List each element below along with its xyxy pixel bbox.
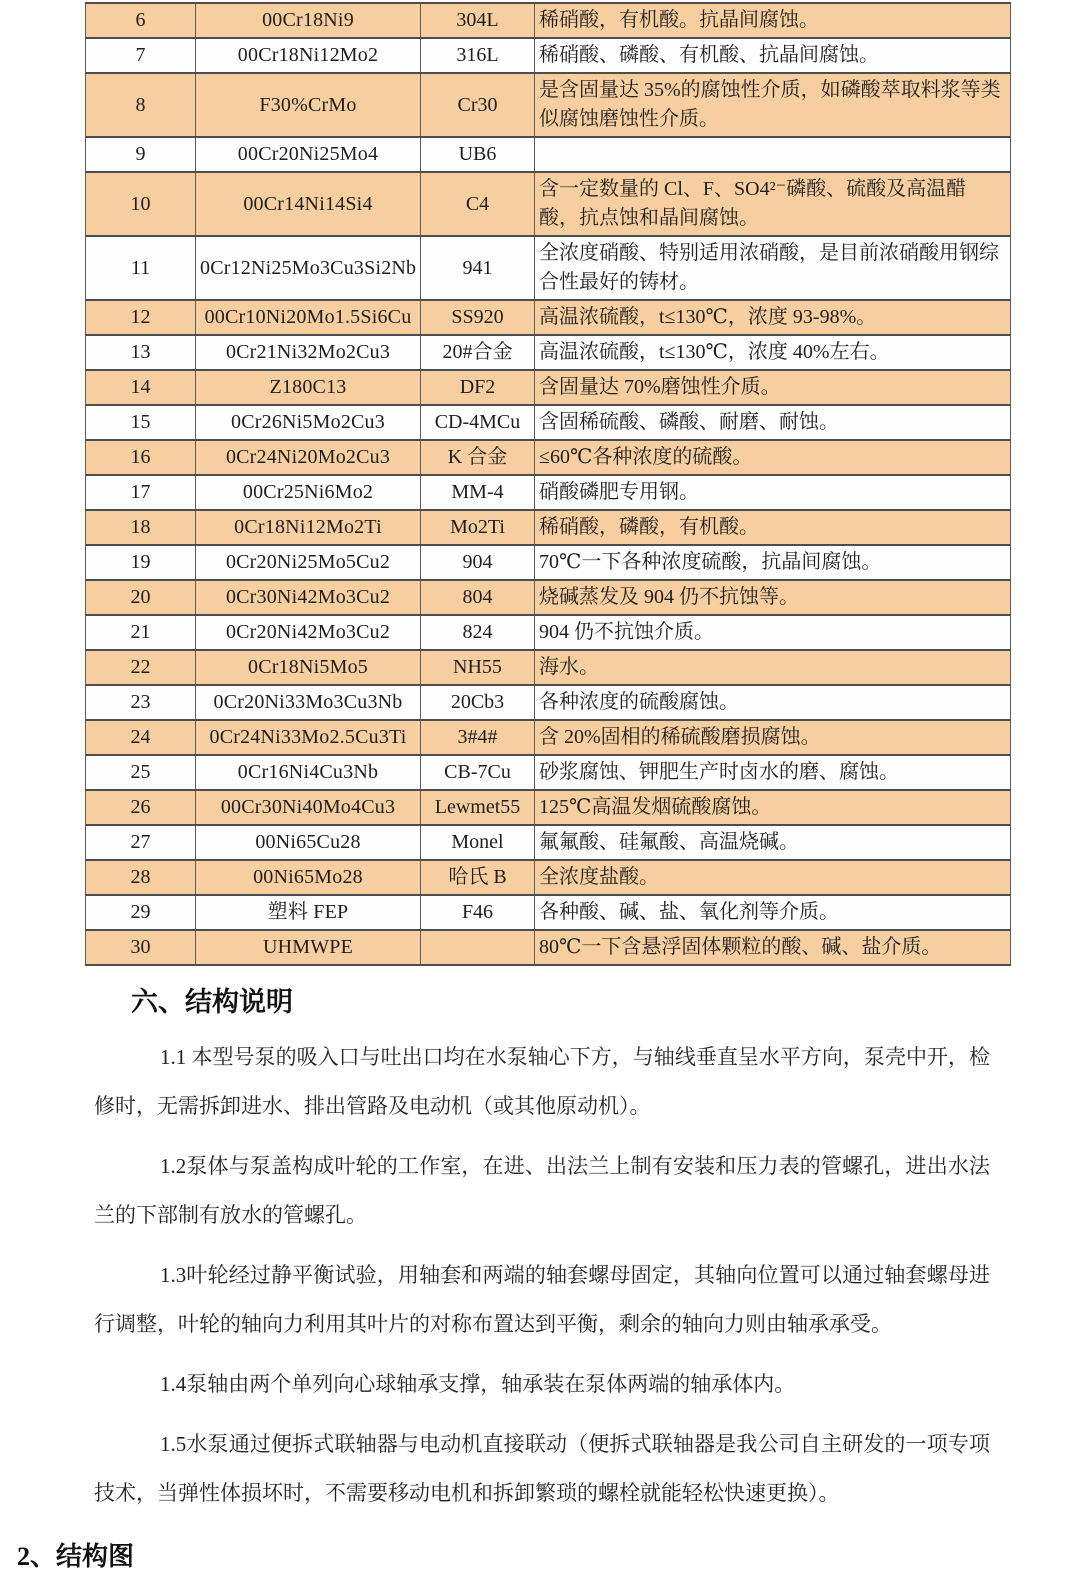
description-cell: 是含固量达 35%的腐蚀性介质，如磷酸萃取料浆等类似腐蚀磨蚀性介质。	[535, 73, 1011, 137]
description-cell: 硝酸磷肥专用钢。	[535, 475, 1011, 510]
table-row	[86, 790, 1011, 825]
grade-code-cell: 3#4#	[421, 720, 535, 755]
row-number-cell: 8	[86, 73, 196, 137]
structure-paragraph-2: 1.2泵体与泵盖构成叶轮的工作室，在进、出法兰上制有安装和压力表的管螺孔，进出水法兰的下部制有放水的管螺孔。	[94, 1154, 990, 1227]
row-number-cell: 18	[86, 510, 196, 545]
grade-code-cell: CB-7Cu	[421, 755, 535, 790]
material-code-cell: 塑料 FEP	[196, 895, 421, 930]
material-code-cell: 0Cr30Ni42Mo3Cu2	[196, 580, 421, 615]
table-row	[86, 650, 1011, 685]
material-code-cell: 00Cr20Ni25Mo4	[196, 137, 421, 172]
description-cell: 稀硝酸，有机酸。抗晶间腐蚀。	[535, 3, 1011, 38]
row-number-cell: 13	[86, 335, 196, 370]
description-cell: 各种酸、碱、盐、氧化剂等介质。	[535, 895, 1011, 930]
structure-paragraph-3: 1.3叶轮经过静平衡试验，用轴套和两端的轴套螺母固定，其轴向位置可以通过轴套螺母进行调整，叶轮的轴向力利用其叶片的对称布置达到平衡，剩余的轴向力则由轴承承受。	[94, 1263, 990, 1336]
material-code-cell: 00Cr18Ni12Mo2	[196, 38, 421, 73]
grade-code-cell: 804	[421, 580, 535, 615]
row-number-cell: 7	[86, 38, 196, 73]
material-code-cell: UHMWPE	[196, 930, 421, 965]
table-row	[86, 720, 1011, 755]
description-cell: 烧碱蒸发及 904 仍不抗蚀等。	[535, 580, 1011, 615]
row-number-cell: 20	[86, 580, 196, 615]
grade-code-cell: Cr30	[421, 73, 535, 137]
row-number-cell: 6	[86, 3, 196, 38]
structure-paragraph-5: 1.5水泵通过便拆式联轴器与电动机直接联动（便拆式联轴器是我公司自主研发的一项专项技术，当弹性体损坏时，不需要移动电机和拆卸繁琐的螺栓就能轻松快速更换）。	[94, 1432, 990, 1505]
material-code-cell: 00Cr25Ni6Mo2	[196, 475, 421, 510]
row-number-cell: 29	[86, 895, 196, 930]
structure-section	[94, 980, 990, 1518]
description-cell: 全浓度盐酸。	[535, 860, 1011, 895]
description-cell: 80℃一下含悬浮固体颗粒的酸、碱、盐介质。	[535, 930, 1011, 965]
description-cell: 高温浓硫酸，t≤130℃，浓度 93-98%。	[535, 300, 1011, 335]
materials-table-body	[86, 3, 1011, 965]
material-code-cell: 0Cr24Ni33Mo2.5Cu3Ti	[196, 720, 421, 755]
row-number-cell: 21	[86, 615, 196, 650]
row-number-cell: 23	[86, 685, 196, 720]
table-row	[86, 545, 1011, 580]
description-cell: 全浓度硝酸、特别适用浓硝酸，是目前浓硝酸用钢综合性最好的铸材。	[535, 236, 1011, 300]
table-row	[86, 895, 1011, 930]
material-code-cell: 00Ni65Mo28	[196, 860, 421, 895]
grade-code-cell: 20Cb3	[421, 685, 535, 720]
description-cell: 含 20%固相的稀硫酸磨损腐蚀。	[535, 720, 1011, 755]
grade-code-cell: 304L	[421, 3, 535, 38]
grade-code-cell: MM-4	[421, 475, 535, 510]
row-number-cell: 9	[86, 137, 196, 172]
table-row	[86, 440, 1011, 475]
material-code-cell: Z180C13	[196, 370, 421, 405]
row-number-cell: 25	[86, 755, 196, 790]
grade-code-cell: K 合金	[421, 440, 535, 475]
grade-code-cell: 904	[421, 545, 535, 580]
row-number-cell: 30	[86, 930, 196, 965]
row-number-cell: 12	[86, 300, 196, 335]
description-cell: 904 仍不抗蚀介质。	[535, 615, 1011, 650]
description-cell	[535, 137, 1011, 172]
row-number-cell: 26	[86, 790, 196, 825]
table-row	[86, 475, 1011, 510]
row-number-cell: 28	[86, 860, 196, 895]
grade-code-cell: Mo2Ti	[421, 510, 535, 545]
material-code-cell: 0Cr24Ni20Mo2Cu3	[196, 440, 421, 475]
description-cell: 含一定数量的 Cl、F、SO4²⁻磷酸、硫酸及高温醋酸，抗点蚀和晶间腐蚀。	[535, 172, 1011, 236]
row-number-cell: 11	[86, 236, 196, 300]
table-row	[86, 172, 1011, 236]
material-code-cell: 00Cr10Ni20Mo1.5Si6Cu	[196, 300, 421, 335]
grade-code-cell: CD-4MCu	[421, 405, 535, 440]
table-row	[86, 580, 1011, 615]
material-code-cell: 0Cr16Ni4Cu3Nb	[196, 755, 421, 790]
structure-paragraph-4: 1.4泵轴由两个单列向心球轴承支撑，轴承装在泵体两端的轴承体内。	[160, 1372, 796, 1396]
description-cell: 含固量达 70%磨蚀性介质。	[535, 370, 1011, 405]
grade-code-cell: 941	[421, 236, 535, 300]
grade-code-cell: Lewmet55	[421, 790, 535, 825]
row-number-cell: 17	[86, 475, 196, 510]
description-cell: 砂浆腐蚀、钾肥生产时卤水的磨、腐蚀。	[535, 755, 1011, 790]
figure-section-heading: 2、结构图	[17, 1542, 135, 1571]
material-code-cell: 0Cr18Ni12Mo2Ti	[196, 510, 421, 545]
description-cell: 高温浓硫酸，t≤130℃，浓度 40%左右。	[535, 335, 1011, 370]
grade-code-cell: C4	[421, 172, 535, 236]
material-code-cell: F30%CrMo	[196, 73, 421, 137]
row-number-cell: 22	[86, 650, 196, 685]
material-code-cell: 0Cr18Ni5Mo5	[196, 650, 421, 685]
grade-code-cell: 824	[421, 615, 535, 650]
table-row	[86, 825, 1011, 860]
description-cell: ≤60℃各种浓度的硫酸。	[535, 440, 1011, 475]
grade-code-cell: 316L	[421, 38, 535, 73]
table-row	[86, 3, 1011, 38]
material-code-cell: 00Cr18Ni9	[196, 3, 421, 38]
table-row	[86, 930, 1011, 965]
structure-section-heading: 六、结构说明	[131, 987, 293, 1017]
description-cell: 稀硝酸、磷酸、有机酸、抗晶间腐蚀。	[535, 38, 1011, 73]
grade-code-cell: 20#合金	[421, 335, 535, 370]
material-code-cell: 0Cr26Ni5Mo2Cu3	[196, 405, 421, 440]
table-row	[86, 370, 1011, 405]
description-cell: 含固稀硫酸、磷酸、耐磨、耐蚀。	[535, 405, 1011, 440]
grade-code-cell: 哈氏 B	[421, 860, 535, 895]
description-cell: 125℃高温发烟硫酸腐蚀。	[535, 790, 1011, 825]
table-row	[86, 73, 1011, 137]
row-number-cell: 27	[86, 825, 196, 860]
grade-code-cell: DF2	[421, 370, 535, 405]
row-number-cell: 14	[86, 370, 196, 405]
table-row	[86, 615, 1011, 650]
material-code-cell: 0Cr20Ni42Mo3Cu2	[196, 615, 421, 650]
structure-paragraph-1: 1.1 本型号泵的吸入口与吐出口均在水泵轴心下方，与轴线垂直呈水平方向，泵壳中开，检修时，无需拆卸进水、排出管路及电动机（或其他原动机）。	[94, 1045, 990, 1118]
grade-code-cell	[421, 930, 535, 965]
table-row	[86, 236, 1011, 300]
description-cell: 各种浓度的硫酸腐蚀。	[535, 685, 1011, 720]
material-code-cell: 0Cr20Ni33Mo3Cu3Nb	[196, 685, 421, 720]
row-number-cell: 24	[86, 720, 196, 755]
grade-code-cell: SS920	[421, 300, 535, 335]
grade-code-cell: Monel	[421, 825, 535, 860]
material-code-cell: 0Cr12Ni25Mo3Cu3Si2Nb	[196, 236, 421, 300]
row-number-cell: 10	[86, 172, 196, 236]
table-row	[86, 510, 1011, 545]
material-code-cell: 00Ni65Cu28	[196, 825, 421, 860]
table-row	[86, 300, 1011, 335]
grade-code-cell: F46	[421, 895, 535, 930]
description-cell: 稀硝酸，磷酸，有机酸。	[535, 510, 1011, 545]
table-row	[86, 860, 1011, 895]
grade-code-cell: NH55	[421, 650, 535, 685]
description-cell: 氟氟酸、硅氟酸、高温烧碱。	[535, 825, 1011, 860]
material-code-cell: 0Cr20Ni25Mo5Cu2	[196, 545, 421, 580]
table-row	[86, 38, 1011, 73]
material-code-cell: 0Cr21Ni32Mo2Cu3	[196, 335, 421, 370]
table-row	[86, 755, 1011, 790]
description-cell: 70℃一下各种浓度硫酸，抗晶间腐蚀。	[535, 545, 1011, 580]
table-row	[86, 137, 1011, 172]
row-number-cell: 19	[86, 545, 196, 580]
table-row	[86, 685, 1011, 720]
material-code-cell: 00Cr14Ni14Si4	[196, 172, 421, 236]
table-row	[86, 405, 1011, 440]
description-cell: 海水。	[535, 650, 1011, 685]
row-number-cell: 15	[86, 405, 196, 440]
grade-code-cell: UB6	[421, 137, 535, 172]
materials-table	[85, 2, 1011, 966]
document-page	[0, 2, 1079, 1571]
table-row	[86, 335, 1011, 370]
material-code-cell: 00Cr30Ni40Mo4Cu3	[196, 790, 421, 825]
row-number-cell: 16	[86, 440, 196, 475]
